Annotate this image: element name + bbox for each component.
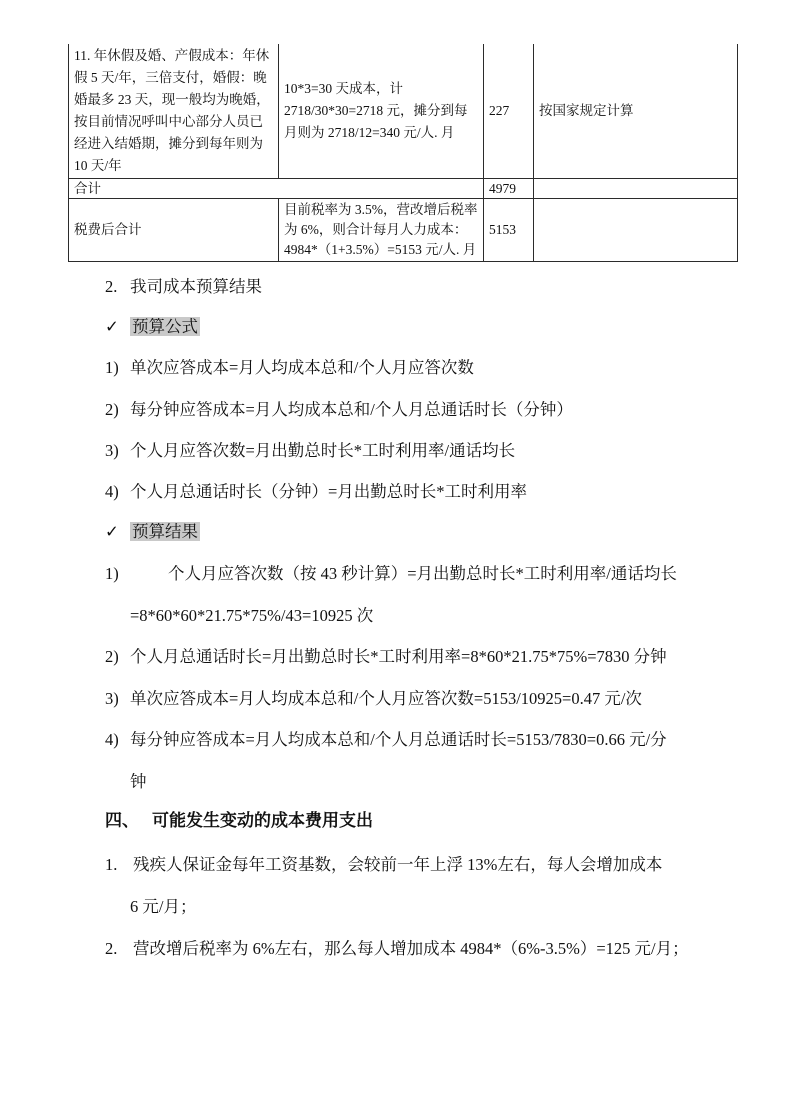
highlighted-label: 预算结果 (132, 522, 198, 541)
list-item-text: 营改增后税率为 6%左右，那么每人增加成本 4984*（6%-3.5%）=125 元/月； (133, 939, 689, 958)
cost-table (68, 44, 738, 262)
list-number: 2) (105, 400, 119, 419)
list-item-result-1-continuation (130, 605, 373, 626)
table-cell-after-tax-label: 税费后合计 (69, 199, 279, 262)
table-cell-empty (534, 199, 738, 262)
table-cell-cost-description: 11. 年休假及婚、产假成本：年休假 5 天/年，三倍支付，婚假：晚婚最多 23 天，现一般均为晚婚，按目前情况呼叫中心部分人员已经进入结婚期，摊分到每年则为 10 天/年 (69, 44, 279, 179)
list-item-variable-1-continuation (130, 896, 196, 917)
list-item-result-1 (105, 563, 677, 584)
list-item-result-2 (105, 646, 667, 667)
list-item-text: 6 元/月； (130, 897, 197, 916)
bullet-result-header (105, 521, 200, 542)
table-row (69, 44, 738, 179)
table-row (69, 179, 738, 199)
list-item-budget-intro (105, 276, 262, 297)
list-item-variable-2 (105, 938, 689, 959)
list-item-text: 每分钟应答成本=月人均成本总和/个人月总通话时长（分钟） (130, 400, 573, 419)
checkmark-icon: ✓ (105, 522, 119, 541)
list-number: 4) (105, 730, 119, 749)
list-item-variable-1 (105, 854, 662, 875)
highlighted-label: 预算公式 (132, 317, 198, 336)
section-heading (105, 810, 373, 831)
list-item-text: 每分钟应答成本=月人均成本总和/个人月总通话时长=5153/7830=0.66 元/分 (130, 730, 667, 749)
list-number: 1) (105, 358, 119, 377)
list-number: 3) (105, 441, 119, 460)
list-number: 2) (105, 647, 119, 666)
list-item-formula-2 (105, 399, 573, 420)
table-cell-after-tax-calculation: 目前税率为 3.5%，营改增后税率为 6%，则合计每月人力成本：4984*（1+3.5%）=5153 元/人. 月 (279, 199, 484, 262)
table-cell-total-label: 合计 (69, 179, 484, 199)
list-item-formula-3 (105, 440, 515, 461)
section-title: 可能发生变动的成本费用支出 (152, 811, 373, 830)
checkmark-icon: ✓ (105, 317, 119, 336)
list-item-text: 钟 (130, 772, 147, 791)
list-number: 3) (105, 689, 119, 708)
table-row (69, 199, 738, 262)
list-item-text: 我司成本预算结果 (130, 277, 262, 296)
list-item-text: 单次应答成本=月人均成本总和/个人月应答次数 (130, 358, 474, 377)
list-item-text: =8*60*60*21.75*75%/43=10925 次 (130, 606, 374, 625)
table-cell-empty (534, 179, 738, 199)
bullet-formula-header (105, 316, 200, 337)
table-cell-after-tax-amount: 5153 (484, 199, 534, 262)
list-number: 1) (105, 564, 119, 583)
list-item-text: 残疾人保证金每年工资基数，会较前一年上浮 13%左右，每人会增加成本 (133, 855, 663, 874)
list-item-result-3 (105, 688, 642, 709)
list-item-formula-1 (105, 357, 474, 378)
list-item-text: 单次应答成本=月人均成本总和/个人月应答次数=5153/10925=0.47 元/次 (130, 689, 642, 708)
list-number: 2. (105, 939, 118, 958)
list-number: 2. (105, 277, 118, 296)
list-item-formula-4 (105, 481, 527, 502)
section-number: 四、 (105, 811, 139, 830)
list-item-text: 个人月总通话时长（分钟）=月出勤总时长*工时利用率 (130, 482, 528, 501)
list-item-text: 个人月应答次数=月出勤总时长*工时利用率/通话均长 (130, 441, 516, 460)
list-item-text: 个人月应答次数（按 43 秒计算）=月出勤总时长*工时利用率/通话均长 (168, 564, 677, 583)
table-cell-total-amount: 4979 (484, 179, 534, 199)
list-item-text: 个人月总通话时长=月出勤总时长*工时利用率=8*60*21.75*75%=7830 分钟 (130, 647, 667, 666)
table-cell-note: 按国家规定计算 (534, 44, 738, 179)
list-item-result-4 (105, 729, 667, 750)
table-cell-amount: 227 (484, 44, 534, 179)
table-cell-calculation: 10*3=30 天成本，计 2718/30*30=2718 元，摊分到每月则为 2718/12=340 元/人. 月 (279, 44, 484, 179)
list-item-result-4-continuation (130, 771, 147, 792)
list-number: 4) (105, 482, 119, 501)
list-number: 1. (105, 855, 118, 874)
